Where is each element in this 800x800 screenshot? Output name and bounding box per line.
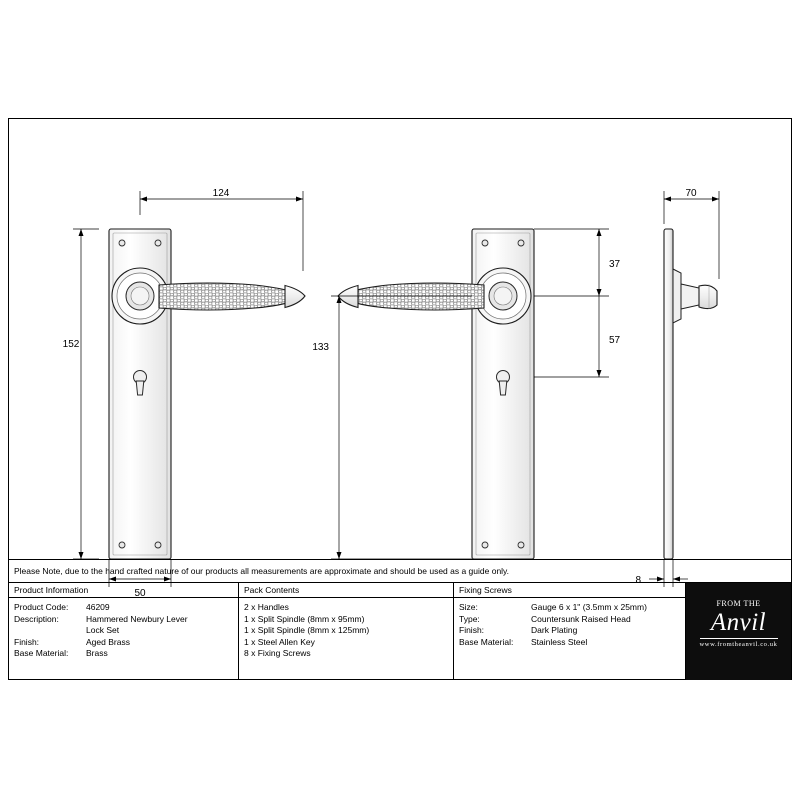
table-row <box>459 614 680 626</box>
dim-profile-width: 70 <box>685 188 697 199</box>
table-row <box>459 625 680 637</box>
logo-line-one: FROM THE <box>716 599 761 608</box>
row-key: Size: <box>459 602 478 612</box>
row-value: Countersunk Raised Head <box>531 613 631 624</box>
dim-front-depth: 50 <box>134 588 146 599</box>
brand-logo-column <box>686 583 791 680</box>
fixing-screws-header: Fixing Screws <box>454 583 685 598</box>
row-value: Dark Plating <box>531 625 578 635</box>
pack-contents-header: Pack Contents <box>239 583 453 598</box>
info-table <box>9 583 791 680</box>
table-row <box>14 602 233 614</box>
row-key: Description: <box>14 613 59 624</box>
logo-line-two: Anvil <box>710 609 767 636</box>
dim-profile-thickness: 8 <box>635 575 641 586</box>
table-row <box>14 637 233 649</box>
dim-front-width: 124 <box>212 188 230 199</box>
front-view <box>109 229 305 559</box>
list-item: 1 x Split Spindle (8mm x 125mm) <box>244 625 370 635</box>
row-value: Brass <box>86 648 108 658</box>
row-key: Finish: <box>459 625 485 635</box>
row-key <box>14 625 86 637</box>
row-key: Product Code: <box>14 602 69 612</box>
row-value: Aged Brass <box>86 636 130 647</box>
front-dimensions <box>73 191 303 587</box>
row-key: Type: <box>459 613 480 624</box>
drawing-sheet <box>8 118 792 680</box>
logo-divider <box>700 638 778 639</box>
list-item: 2 x Handles <box>244 602 289 612</box>
list-item: 1 x Split Spindle (8mm x 95mm) <box>244 613 365 624</box>
dim-front-height: 152 <box>62 339 80 350</box>
fixing-screws-body <box>454 598 685 648</box>
row-key: Base Material: <box>14 648 69 658</box>
pack-contents-body <box>239 598 453 660</box>
row-key: Finish: <box>14 636 40 647</box>
rear-view <box>338 229 534 559</box>
row-key: Base Material: <box>459 636 514 647</box>
pack-contents-column <box>239 583 454 680</box>
dim-side-upper: 37 <box>609 259 621 270</box>
rear-dimensions <box>331 229 609 559</box>
table-row <box>14 614 233 626</box>
measurement-note: Please Note, due to the hand crafted nature of our products all measurements are approximate and should be used as a guide only. <box>9 559 791 583</box>
row-value: Hammered Newbury Lever <box>86 613 188 624</box>
fixing-screws-column <box>454 583 686 680</box>
dim-side-height: 133 <box>312 342 329 353</box>
dim-side-lower: 57 <box>609 335 621 346</box>
table-row <box>14 648 233 660</box>
table-row <box>459 637 680 649</box>
profile-view <box>664 229 717 559</box>
logo-url: www.fromtheanvil.co.uk <box>699 641 778 648</box>
product-information-header: Product Information <box>9 583 238 598</box>
row-value: Gauge 6 x 1" (3.5mm x 25mm) <box>531 602 647 612</box>
list-item: 8 x Fixing Screws <box>244 648 311 658</box>
product-information-body <box>9 598 238 660</box>
row-value: Lock Set <box>86 625 120 635</box>
brand-logo <box>686 583 791 680</box>
profile-dimensions <box>649 191 719 587</box>
row-value: 46209 <box>86 602 110 612</box>
product-information-column <box>9 583 239 680</box>
list-item: 1 x Steel Allen Key <box>244 636 315 647</box>
table-row <box>459 602 680 614</box>
row-value: Stainless Steel <box>531 636 588 647</box>
table-row <box>14 625 233 637</box>
